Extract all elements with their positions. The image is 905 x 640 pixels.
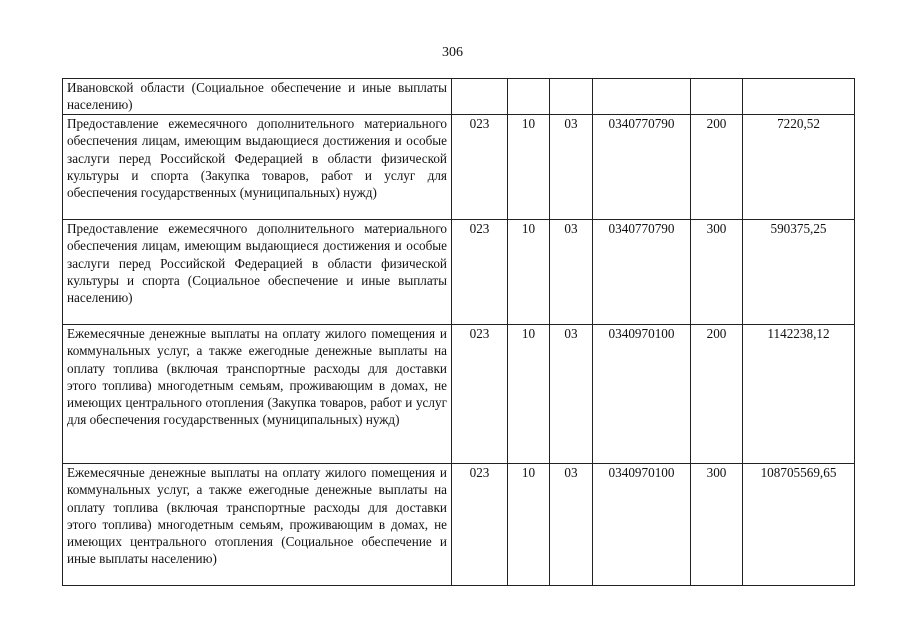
cell-razdel: 10 [508,325,550,464]
cell-razdel: 10 [508,115,550,220]
cell-razdel: 10 [508,464,550,586]
row-description: Ежемесячные денежные выплаты на оплату жилого помещения и коммунальных услуг, а также ежегодные денежные выплаты на оплату топлива (включая транспортные расходы для доставки этого топлива) многодетным семьям, проживающим в домах, не имеющих центрального отопления (Социальное обеспечение и иные выплаты населению) [63,464,452,586]
cell-glava: 023 [452,115,508,220]
cell-vr [691,79,743,115]
cell-glava: 023 [452,464,508,586]
cell-summa: 590375,25 [743,220,855,325]
row-description: Предоставление ежемесячного дополнительного материального обеспечения лицам, имеющим выдающиеся достижения и особые заслуги перед Российской Федерацией в области физической культуры и спорта (Социальное обеспечение и иные выплаты населению) [63,220,452,325]
cell-vr: 300 [691,220,743,325]
cell-podrazdel: 03 [550,220,593,325]
cell-summa: 1142238,12 [743,325,855,464]
row-description: Предоставление ежемесячного дополнительного материального обеспечения лицам, имеющим выдающиеся достижения и особые заслуги перед Российской Федерацией в области физической культуры и спорта (Закупка товаров, работ и услуг для обеспечения государственных (муниципальных) нужд) [63,115,452,220]
cell-csr: 0340970100 [593,325,691,464]
cell-razdel [508,79,550,115]
budget-table [62,78,855,586]
cell-summa [743,79,855,115]
table-row [63,325,855,464]
table-row [63,79,855,115]
cell-podrazdel: 03 [550,115,593,220]
table-row [63,220,855,325]
table-row [63,464,855,586]
cell-podrazdel: 03 [550,325,593,464]
cell-csr [593,79,691,115]
cell-podrazdel: 03 [550,464,593,586]
cell-summa: 7220,52 [743,115,855,220]
page-number: 306 [442,45,463,60]
cell-csr: 0340770790 [593,115,691,220]
cell-vr: 200 [691,115,743,220]
row-description: Ивановской области (Социальное обеспечение и иные выплаты населению) [63,79,452,115]
cell-vr: 200 [691,325,743,464]
cell-glava: 023 [452,325,508,464]
cell-razdel: 10 [508,220,550,325]
cell-glava: 023 [452,220,508,325]
cell-podrazdel [550,79,593,115]
cell-csr: 0340770790 [593,220,691,325]
row-description: Ежемесячные денежные выплаты на оплату жилого помещения и коммунальных услуг, а также ежегодные денежные выплаты на оплату топлива (включая транспортные расходы для доставки этого топлива) многодетным семьям, проживающим в домах, не имеющих центрального отопления (Закупка товаров, работ и услуг для обеспечения государственных (муниципальных) нужд) [63,325,452,464]
cell-glava [452,79,508,115]
cell-csr: 0340970100 [593,464,691,586]
cell-vr: 300 [691,464,743,586]
table-row [63,115,855,220]
cell-summa: 108705569,65 [743,464,855,586]
